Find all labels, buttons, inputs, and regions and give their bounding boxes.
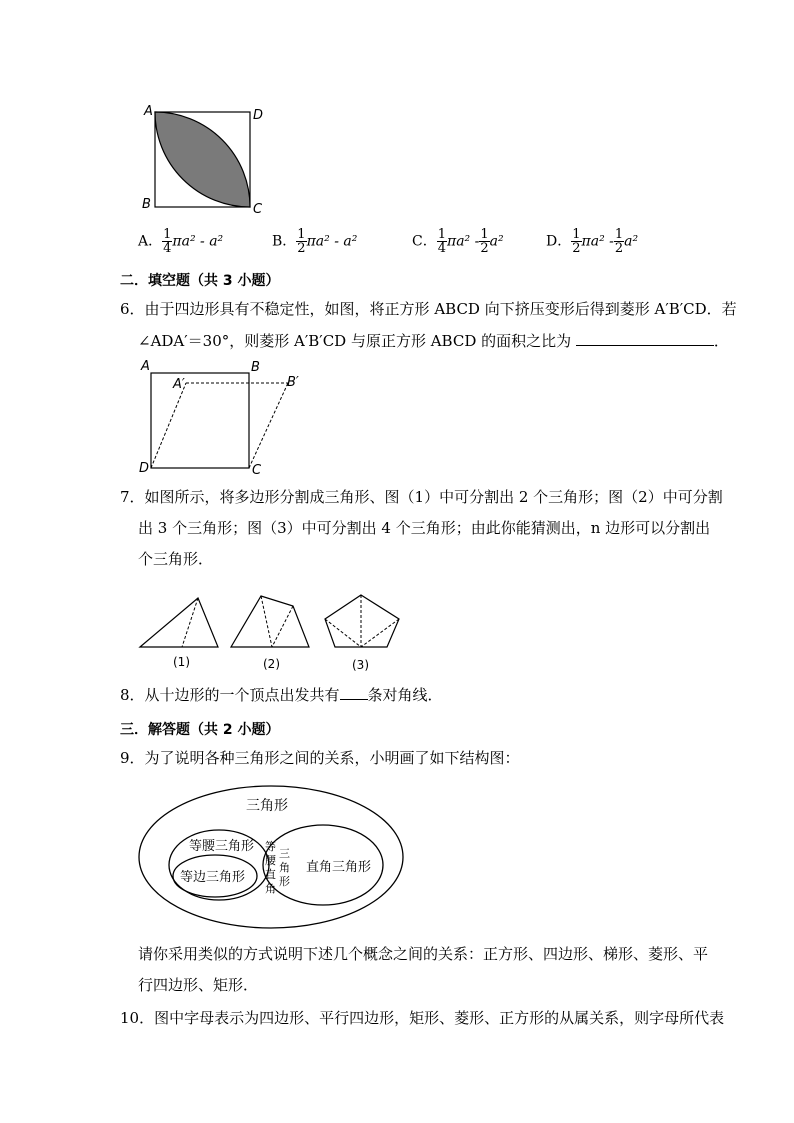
q5-choice-a: A． $\frac{1}{4}$ πa² - a² [138,227,224,256]
q6-line1: 6．由于四边形具有不稳定性，如图，将正方形 ABCD 向下挤压变形后得到菱形 A′B′CD．若 [120,300,737,318]
fig6-label-D: D [139,461,150,476]
venn-overlap-char-b2: 形 [279,875,290,888]
q5-square-lens-figure [138,100,273,220]
fig6-label-B2: B′ [287,375,299,390]
venn-overlap-char-a2: 直 [265,868,276,881]
fig6-label-C: C [252,463,262,476]
q7-polygon-figures [136,592,416,674]
venn-overlap-char-b0: 三 [279,847,290,860]
q7-line1: 7．如图所示，将多边形分割成三角形、图（1）中可分割出 2 个三角形；图（2）中可分割 [120,488,723,506]
venn-label-isosceles: 等腰三角形 [189,839,255,854]
q5-choice-c: C． $\frac{1}{4}$ πa² - $\frac{1}{2}$ a² [412,227,504,256]
q9-venn-diagram [136,782,408,932]
q10-line1: 10．图中字母表示为四边形、平行四边形，矩形、菱形、正方形的从属关系，则字母所代表 [120,1009,725,1027]
section-heading-fill-blank: 二．填空题（共 3 小题） [120,273,280,289]
q6-line2: ∠ADA′＝30°，则菱形 A′B′CD 与原正方形 ABCD 的面积之比为 ． [138,332,729,350]
q7-line3: 个三角形． [138,550,214,568]
fig5-label-D: D [253,108,264,123]
fig5-label-C: C [253,202,263,217]
venn-overlap-char-a0: 等 [265,840,276,853]
fig7-caption-1: (1) [173,655,190,669]
q9-line3: 行四边形、矩形． [138,976,259,994]
venn-overlap-char-b1: 角 [279,861,290,874]
section-heading-answer: 三．解答题（共 2 小题） [120,722,280,738]
fig6-label-B: B [251,360,260,375]
fig5-label-B: B [142,197,151,212]
q5-choice-b: B． $\frac{1}{2}$ πa² - a² [272,227,358,256]
q9-line1: 9．为了说明各种三角形之间的关系，小明画了如下结构图： [120,749,520,767]
venn-label-right: 直角三角形 [306,860,372,875]
venn-label-equilateral: 等边三角形 [180,870,246,885]
fig7-caption-3: (3) [352,658,369,672]
q7-line2: 出 3 个三角形；图（3）中可分割出 4 个三角形；由此你能猜测出，n 边形可以分割出 [138,519,711,537]
q8-answer-blank[interactable] [340,699,368,700]
fig5-label-A: A [144,104,153,119]
venn-overlap-char-a1: 腰 [265,854,276,867]
fig6-label-A2: A′ [173,377,185,392]
q6-answer-blank[interactable] [576,345,714,346]
q8-line: 8．从十边形的一个顶点出发共有 条对角线． [120,686,443,704]
q9-line2: 请你采用类似的方式说明下述几个概念之间的关系：正方形、四边形、梯形、菱形、平 [138,945,709,963]
venn-label-triangle: 三角形 [246,798,288,814]
fig6-label-A: A [141,359,150,374]
venn-overlap-char-a3: 角 [265,882,276,895]
q6-square-rhombus-figure [136,358,314,476]
fig7-caption-2: (2) [263,657,280,671]
q5-choice-d: D． $\frac{1}{2}$ πa² - $\frac{1}{2}$ a² [546,227,639,256]
